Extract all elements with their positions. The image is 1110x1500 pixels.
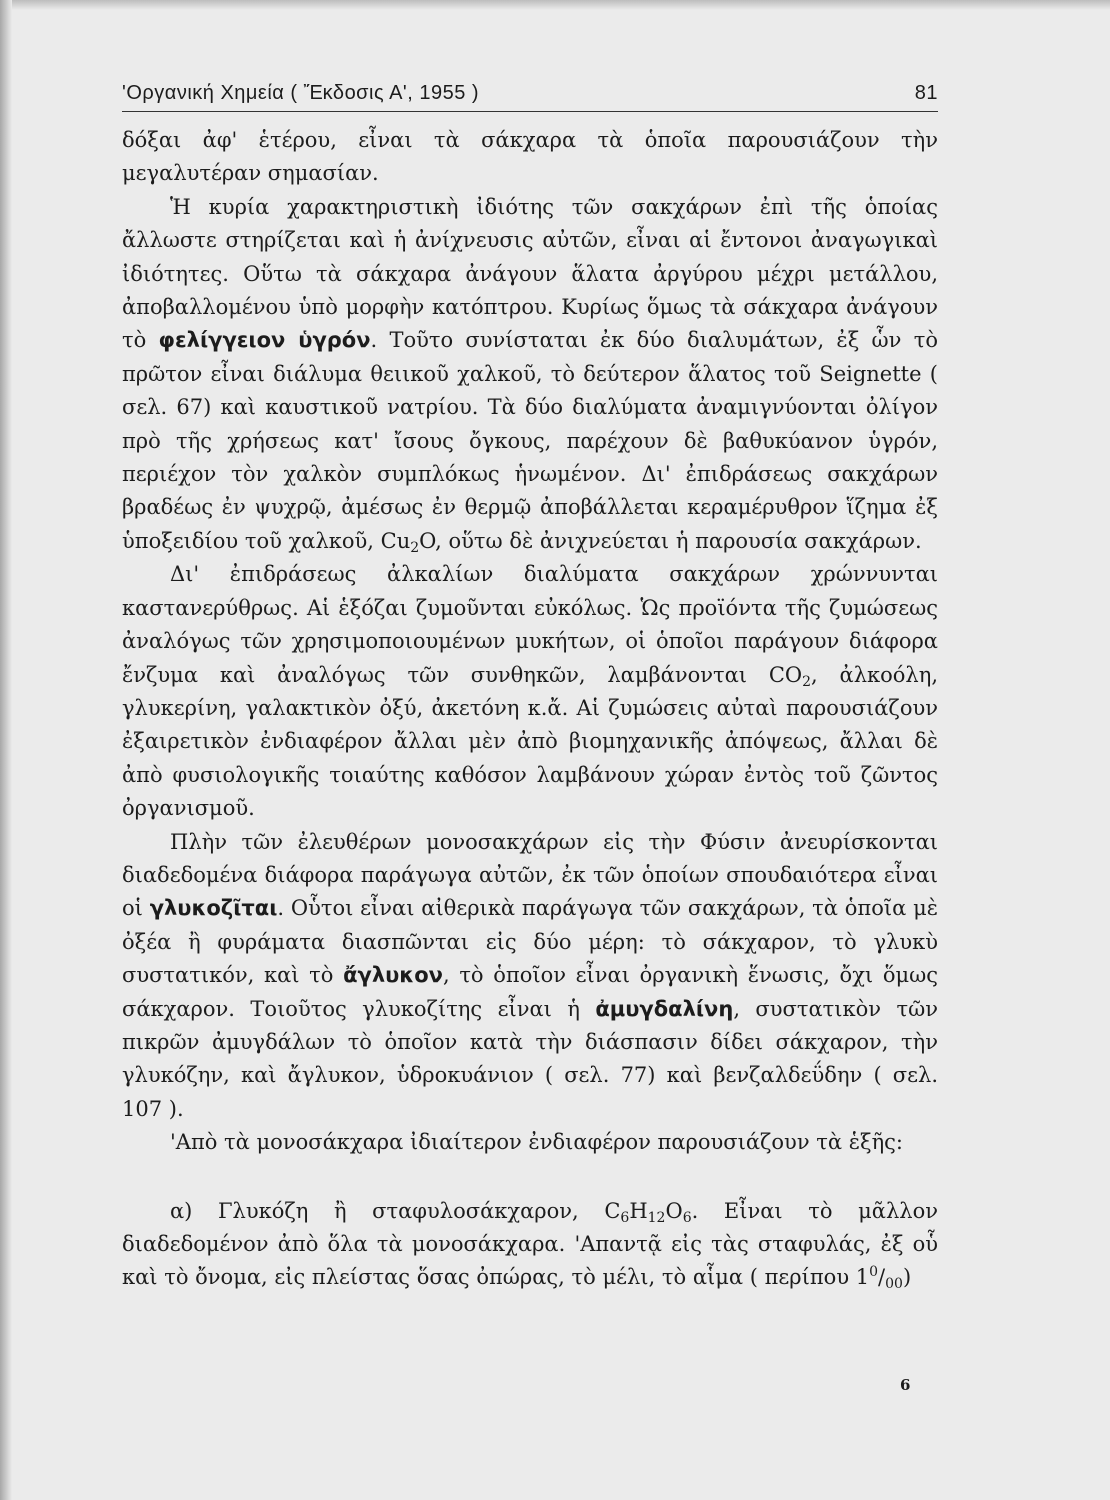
- running-head-title: 'Οργανική Χημεία ( Ἔκδοσις Α', 1955 ): [122, 82, 480, 104]
- text-run: , ἀλκοόλη, γλυκερίνη, γαλακτικὸν ὀξύ, ἀκετόνη κ.ἄ. Αἱ ζυμώσεις αὐταὶ παρουσιάζουν ἐξαιρετικὸν ἐνδιαφέρον ἄλλαι μὲν ἀπὸ βιομηχανικῆς ἀπόψεως, ἄλλαι δὲ ἀπὸ φυσιολογικῆς τοιαύτης καθόσον λαμβάνουν χώραν ἐντὸς τοῦ ζῶντος ὀργανισμοῦ.: [122, 662, 938, 821]
- paragraph: [122, 826, 938, 1127]
- text-run: α) Γλυκόζη ἢ σταφυλοσάκχαρον, C: [170, 1198, 621, 1223]
- text-run: ): [902, 1265, 912, 1290]
- emphasized-term: φελίγγειον ὑγρόν: [158, 328, 371, 353]
- text-run: , τὸ ὁποῖον εἶναι ὀργανικὴ ἕνωσις, ὄχι ὅμως σάκχαρον. Τοιοῦτος γλυκοζίτης εἶναι ἡ: [122, 963, 938, 1021]
- text-run: . Τοῦτο συνίσταται ἐκ δύο διαλυμάτων, ἐξ ὧν τὸ πρῶτον εἶναι διάλυμα θειικοῦ χαλκοῦ, τὸ δεύτερον ἅλατος τοῦ Seignette ( σελ. 67) καὶ καυστικοῦ νατρίου. Τὰ δύο διαλύματα ἀναμιγνύονται ὀλίγον πρὸ τῆς χρήσεως κατ' ἴσους ὄγκους, παρέχουν δὲ βαθυκύανον ὑγρόν, περιέχον τὸν χαλκὸν συμπλόκως ἡνωμένον. Δι' ἐπιδράσεως σακχάρων βραδέως ἐν ψυχρῷ, ἀμέσως ἐν θερμῷ ἀποβάλλεται κεραμέρυθρον ἵζημα ἐξ ὑποξειδίου τοῦ χαλκοῦ, Cu: [122, 328, 938, 553]
- emphasized-term: γλυκοζῖται: [149, 896, 278, 921]
- text-run: /: [878, 1265, 886, 1290]
- subscript: 12: [647, 1209, 666, 1226]
- paragraph: [122, 191, 938, 558]
- text-run: δόξαι ἀφ' ἑτέρου, εἶναι τὰ σάκχαρα τὰ ὁποῖα παρουσιάζουν τὴν μεγαλυτέραν σημασίαν.: [122, 128, 938, 186]
- subscript: 6: [620, 1209, 630, 1226]
- running-head: [122, 82, 938, 112]
- page-binding-edge: [0, 0, 12, 1500]
- text-run: Πλὴν τῶν ἐλευθέρων μονοσακχάρων εἰς τὴν Φύσιν ἀνευρίσκονται διαδεδομένα διάφορα παράγωγα αὐτῶν, ἐκ τῶν ὁποίων σπουδαιότερα εἶναι οἱ: [122, 829, 938, 921]
- text-run: , συστατικὸν τῶν πικρῶν ἀμυγδάλων τὸ ὁποῖον κατὰ τὴν διάσπασιν δίδει σάκχαρον, τὴν γλυκόζην, καὶ ἄγλυκον, ὑδροκυάνιον ( σελ. 77) καὶ βενζαλδεΰδην ( σελ. 107 ).: [122, 996, 939, 1121]
- text-run: . Οὗτοι εἶναι αἰθερικὰ παράγωγα τῶν σακχάρων, τὰ ὁποῖα μὲ ὀξέα ἢ φυράματα διασπῶνται εἰς δύο μέρη: τὸ σάκχαρον, τὸ γλυκὺ συστατικόν, καὶ τὸ: [122, 896, 938, 988]
- book-page: [122, 82, 938, 1295]
- emphasized-term: ἀμυγδαλίνη: [595, 996, 734, 1021]
- subscript: 2: [802, 673, 812, 690]
- signature-mark: 6: [900, 1376, 911, 1394]
- body-text: [122, 124, 938, 1295]
- text-run: Ἡ κυρία χαρακτηριστικὴ ἰδιότης τῶν σακχάρων ἐπὶ τῆς ὁποίας ἄλλωστε στηρίζεται καὶ ἡ ἀνίχνευσις αὐτῶν, εἶναι αἱ ἔντονοι ἀναγωγικαὶ ἰδιότητες. Οὕτω τὰ σάκχαρα ἀνάγουν ἅλατα ἀργύρου μέχρι μετάλλου, ἀποβαλλομένου ὑπὸ μορφὴν κατόπτρου. Κυρίως ὅμως τὰ σάκχαρα ἀνάγουν τὸ: [122, 194, 938, 353]
- superscript: 0: [869, 1264, 879, 1281]
- text-run: 'Απὸ τὰ μονοσάκχαρα ἰδιαίτερον ἐνδιαφέρον παρουσιάζουν τὰ ἑξῆς:: [170, 1130, 903, 1155]
- subscript: 6: [682, 1209, 692, 1226]
- emphasized-term: ἄγλυκον: [343, 963, 443, 988]
- page-top-edge: [0, 0, 1110, 10]
- paragraph: [122, 124, 938, 191]
- text-run: H: [629, 1198, 648, 1223]
- text-run: . Εἶναι τὸ μᾶλλον διαδεδομένον ἀπὸ ὅλα τὰ μονοσάκχαρα. 'Απαντᾷ εἰς τὰς σταφυλάς, ἐξ οὗ καὶ τὸ ὄνομα, εἰς πλείστας ὅσας ὀπώρας, τὸ μέλι, τὸ αἷμα ( περίπου 1: [122, 1198, 938, 1290]
- paragraph: [122, 1195, 938, 1295]
- page-number: 81: [914, 82, 938, 104]
- text-run: O, οὕτω δὲ ἀνιχνεύεται ἡ παρουσία σακχάρων.: [419, 528, 922, 553]
- text-run: Δι' ἐπιδράσεως ἀλκαλίων διαλύματα σακχάρων χρώννυνται καστανερύθρως. Αἱ ἑξόζαι ζυμοῦνται εὐκόλως. Ὡς προϊόντα τῆς ζυμώσεως ἀναλόγως τῶν χρησιμοποιουμένων μυκήτων, οἱ ὁποῖοι παράγουν διάφορα ἔνζυμα καὶ ἀναλόγως τῶν συνθηκῶν, λαμβάνονται CO: [122, 562, 938, 687]
- paragraph: [122, 558, 938, 825]
- subscript: 00: [885, 1276, 903, 1293]
- paragraph: [122, 1126, 938, 1159]
- text-run: O: [665, 1198, 683, 1223]
- subscript: 2: [410, 539, 420, 556]
